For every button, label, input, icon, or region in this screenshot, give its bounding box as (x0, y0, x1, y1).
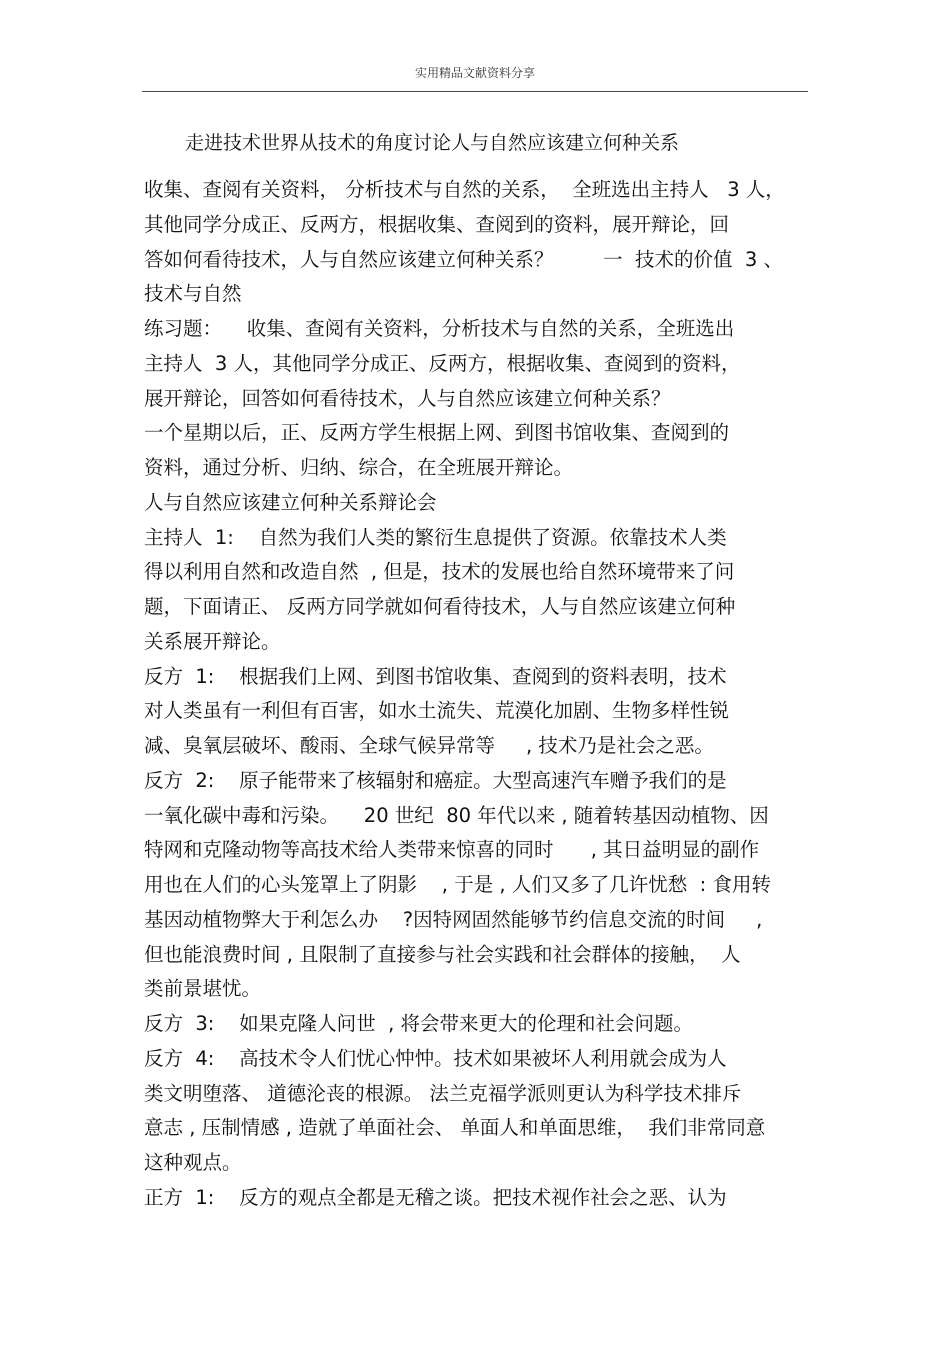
body-text-line: 一氧化碳中毒和污染。 20 世纪 80 年代以来 , 随着转基因动植物、因 (144, 803, 769, 827)
body-text-line: 练习题： 收集、查阅有关资料，分析技术与自然的关系，全班选出 (144, 317, 735, 340)
body-text-line: 主持人 1: 自然为我们人类的繁衍生息提供了资源。依靠技术人类 (144, 525, 727, 549)
body-text-line: 但也能浪费时间 , 且限制了直接参与社会实践和社会群体的接触， 人 (144, 942, 741, 966)
body-text-line: 这种观点。 (144, 1151, 242, 1174)
body-text-line: 资料，通过分析、归纳、综合，在全班展开辩论。 (144, 456, 574, 479)
body-text-line: 反方 3: 如果克隆人问世 , 将会带来更大的伦理和社会问题。 (144, 1012, 693, 1035)
body-text-line: 人与自然应该建立何种关系辩论会 (144, 490, 437, 514)
body-text-line: 展开辩论，回答如何看待技术，人与自然应该建立何种关系？ (144, 386, 671, 410)
body-text-line: 反方 2: 原子能带来了核辐射和癌症。大型高速汽车赠予我们的是 (144, 768, 727, 792)
body-text-line: 关系展开辩论。 (144, 629, 281, 653)
body-text-line: 一个星期以后，正、反两方学生根据上网、到图书馆收集、查阅到的 (144, 421, 730, 445)
body-text-line: 反方 4: 高技术令人们忧心忡忡。技术如果被坏人利用就会成为人 (144, 1046, 727, 1070)
body-text-line: 反方 1: 根据我们上网、到图书馆收集、查阅到的资料表明，技术 (144, 664, 727, 688)
body-text-line: 技术与自然 (144, 282, 242, 306)
body-text-line: 收集、查阅有关资料， 分析技术与自然的关系， 全班选出主持人 3 人， (144, 178, 785, 201)
document-title: 走进技术世界从技术的角度讨论人与自然应该建立何种关系 (185, 132, 680, 154)
body-text-line: 其他同学分成正、反两方，根据收集、查阅到的资料，展开辩论，回 (144, 212, 730, 236)
body-text-line: 得以利用自然和改造自然 , 但是，技术的发展也给自然环境带来了问 (144, 560, 735, 584)
body-text-line: 类文明堕落、 道德沦丧的根源。 法兰克福学派则更认为科学技术排斥 (144, 1081, 742, 1105)
body-text-line: 主持人 3 人，其他同学分成正、反两方，根据收集、查阅到的资料， (144, 351, 741, 375)
page-header-text: 实用精品文献资料分享 (414, 66, 535, 80)
body-text-line: 用也在人们的心头笼罩上了阴影 , 于是 , 人们又多了几许忧愁 : 食用转 (144, 873, 771, 896)
body-text-line: 特网和克隆动物等高技术给人类带来惊喜的同时 , 其日益明显的副作 (144, 838, 760, 862)
body-text-line: 题，下面请正、 反两方同学就如何看待技术，人与自然应该建立何种 (144, 595, 736, 618)
body-text-line: 减、臭氧层破坏、酸雨、全球气候异常等 , 技术乃是社会之恶。 (144, 734, 714, 757)
body-text-line: 意志 , 压制情感 , 造就了单面社会、 单面人和单面思维， 我们非常同意 (144, 1116, 766, 1140)
header-divider (142, 91, 808, 92)
body-text-line: 对人类虽有一利但有百害，如水土流失、荒漠化加剧、生物多样性锐 (144, 699, 730, 723)
body-text-line: 基因动植物弊大于利怎么办 ?因特网固然能够节约信息交流的时间 , (144, 907, 763, 931)
body-text-line: 正方 1: 反方的观点全都是无稽之谈。把技术视作社会之恶、认为 (144, 1185, 727, 1209)
body-text-line: 类前景堪忧。 (144, 977, 262, 1001)
body-text-line: 答如何看待技术，人与自然应该建立何种关系？ 一 技术的价值 3 、 (144, 247, 783, 271)
